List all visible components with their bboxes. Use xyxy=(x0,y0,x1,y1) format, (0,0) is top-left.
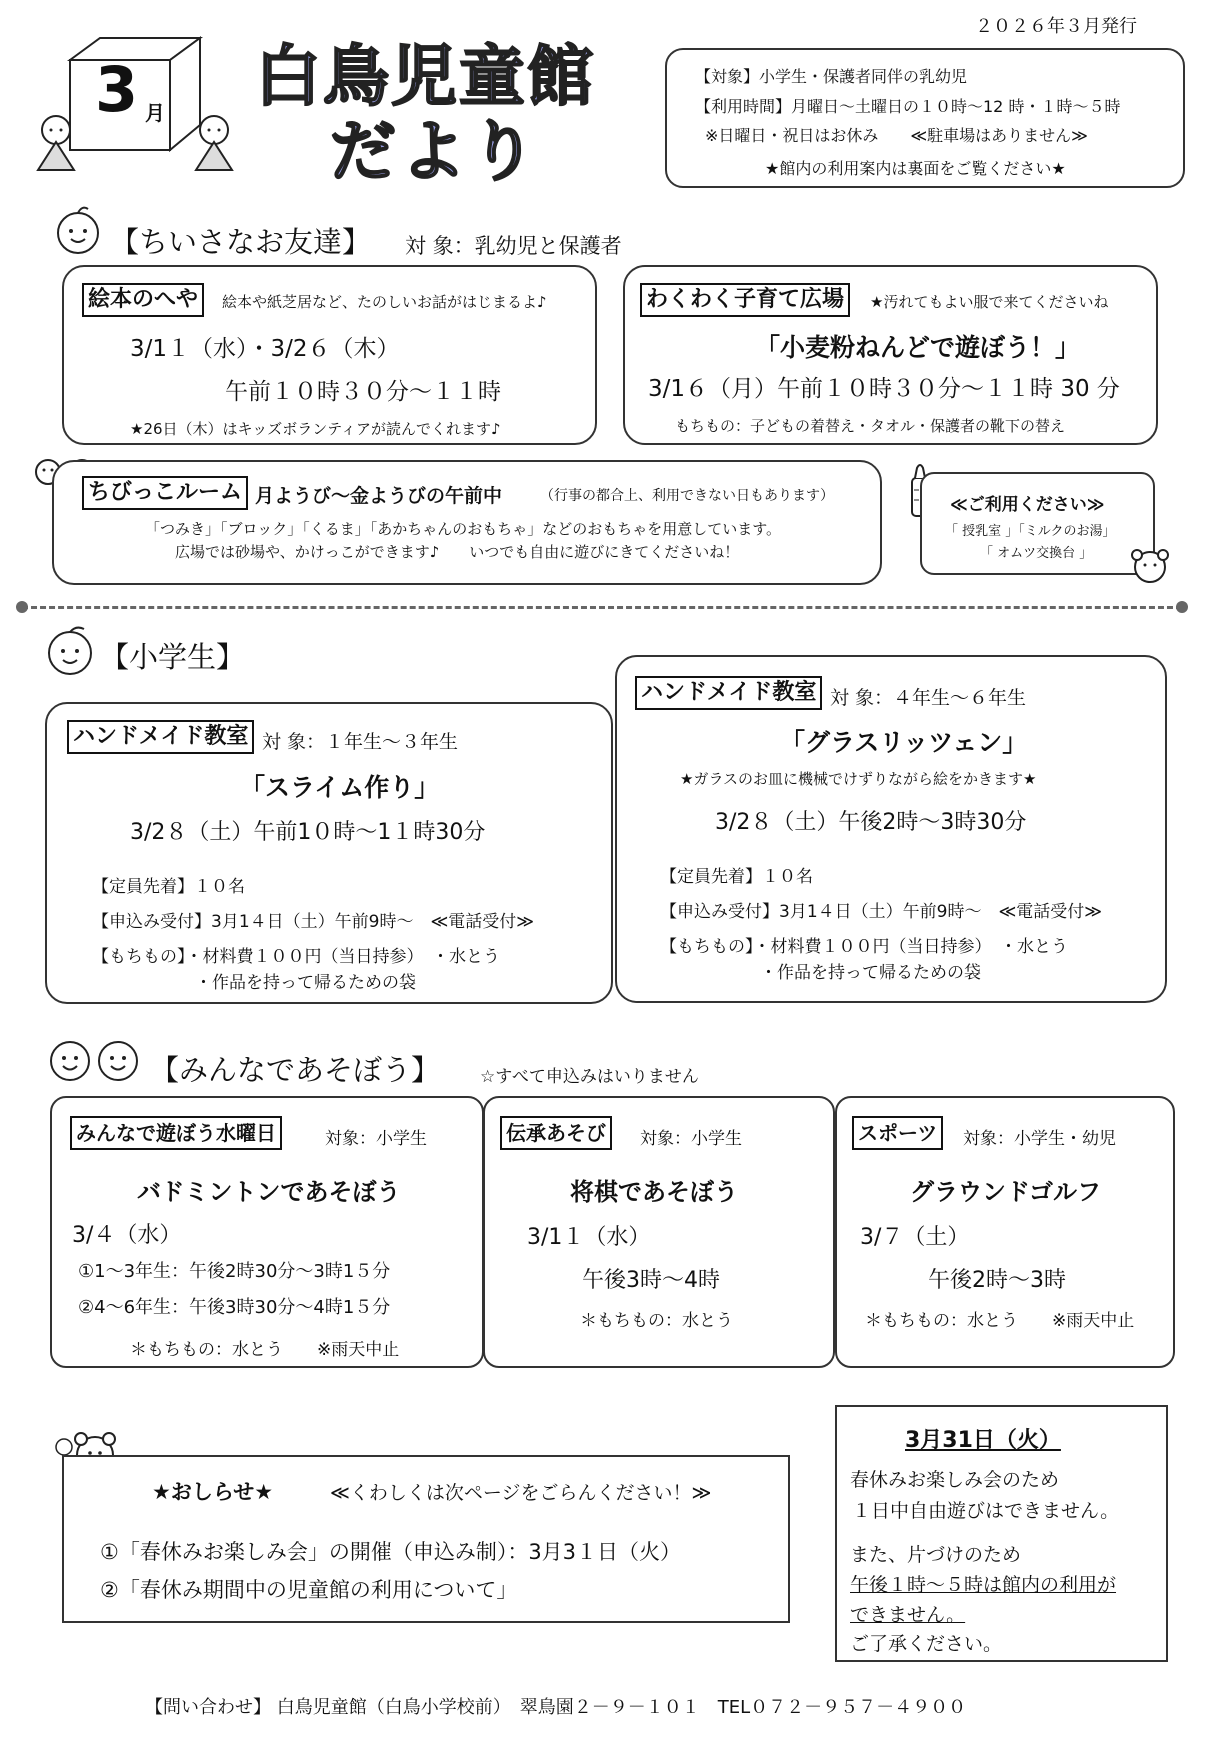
sports-time: 午後2時～3時 xyxy=(928,1268,1066,1293)
densho-title: 将棋であそぼう xyxy=(570,1178,738,1206)
handmade2-desc: ★ガラスのお皿に機械でけずりながら絵をかきます★ xyxy=(680,770,1037,788)
apple-face-icon xyxy=(52,205,104,255)
wakuwaku-items: もちもの：子どもの着替え・タオル・保護者の靴下の替え xyxy=(675,417,1066,435)
march31-line3: また、片づけのため xyxy=(850,1544,1022,1566)
sports-title: グラウンドゴルフ xyxy=(910,1178,1102,1206)
section-elem-title: 【小学生】 xyxy=(100,640,246,674)
minna-note: ＊もちもの：水とう ※雨天中止 xyxy=(130,1340,400,1360)
sports-note: ＊もちもの：水とう ※雨天中止 xyxy=(865,1311,1135,1331)
chibikko-tag: ちびっこルーム xyxy=(82,476,248,510)
densho-date: 3/1１（水） xyxy=(527,1225,651,1250)
sports-date: 3/７（土） xyxy=(860,1225,970,1250)
sports-tag: スポーツ xyxy=(852,1116,943,1150)
section-small-target: 対 象：乳幼児と保護者 xyxy=(405,234,622,258)
minna-slot1: ①1～3年生：午後2時30分～3時1５分 xyxy=(78,1261,391,1282)
densho-target: 対象：小学生 xyxy=(640,1129,742,1149)
minna-slot2: ②4～6年生：午後3時30分～4時1５分 xyxy=(78,1297,391,1318)
handmade2-datetime: 3/2８（土）午後2時～3時30分 xyxy=(715,810,1027,835)
notice-item2: ②「春休み期間中の児童館の利用について」 xyxy=(100,1578,518,1602)
handmade1-capacity: 【定員先着】１０名 xyxy=(92,877,245,897)
bear-face-icon xyxy=(1125,545,1175,585)
footer-contact: 【問い合わせ】 白鳥児童館（白鳥小学校前） 翠鳥園２－９－１０１ TEL０７２－９５７－４９００ xyxy=(145,1697,967,1718)
section-all-title: 【みんなであそぼう】 xyxy=(150,1053,441,1087)
wakuwaku-title: 「小麦粉ねんどで遊ぼう！」 xyxy=(755,333,1081,362)
march31-line5: できません。 xyxy=(850,1604,966,1626)
wakuwaku-desc: ★汚れてもよい服で来てくださいね xyxy=(870,293,1109,311)
densho-time: 午後3時～4時 xyxy=(582,1268,720,1293)
issue-date: ２０２６年３月発行 xyxy=(975,16,1137,37)
kids-faces-icon xyxy=(42,1035,147,1087)
handmade2-items2: ・作品を持って帰るための袋 xyxy=(760,963,981,983)
handmade1-title: 「スライム作り」 xyxy=(240,773,440,802)
march31-line2: １日中自由遊びはできません。 xyxy=(852,1500,1120,1522)
month-number: 3 xyxy=(95,53,139,126)
chibikko-hours: 月ようび～金ようびの午前中 xyxy=(255,485,503,507)
handmade1-tag: ハンドメイド教室 xyxy=(67,720,254,754)
notice-sub: ≪くわしくは次ページをごらんください！≫ xyxy=(330,1482,712,1504)
densho-tag: 伝承あそび xyxy=(500,1116,612,1150)
handmade1-apply: 【申込み受付】3月1４日（土）午前9時～ ≪電話受付≫ xyxy=(92,912,535,932)
handmade1-datetime: 3/2８（土）午前1０時～1１時30分 xyxy=(130,820,486,845)
march31-line4: 午後１時～５時は館内の利用が xyxy=(850,1574,1117,1596)
section-small-title: 【ちいさなお友達】 xyxy=(110,225,372,259)
masthead-title-line2: だより xyxy=(330,113,540,190)
divider-dot-right xyxy=(1176,601,1188,613)
info-target: 【対象】小学生・保護者同伴の乳幼児 xyxy=(695,67,968,86)
notice-title: ★おしらせ★ xyxy=(152,1480,274,1504)
minna-tag: みんなで遊ぼう水曜日 xyxy=(70,1116,282,1150)
hina-doll-left-icon xyxy=(30,112,82,172)
march31-title: 3月31日（火） xyxy=(905,1428,1061,1453)
march31-line6: ご了承ください。 xyxy=(850,1633,1003,1655)
handmade2-apply: 【申込み受付】3月1４日（土）午前9時～ ≪電話受付≫ xyxy=(660,902,1103,922)
facilities-title: ≪ご利用ください≫ xyxy=(950,495,1105,515)
section-divider xyxy=(22,606,1182,609)
ehon-tag: 絵本のへや xyxy=(82,283,204,317)
handmade1-items1: 【もちもの】・材料費１００円（当日持参） ・水とう xyxy=(92,947,500,967)
minna-title: バドミントンであそぼう xyxy=(137,1178,401,1206)
march31-line1: 春休みお楽しみ会のため xyxy=(850,1469,1060,1491)
handmade1-target: 対 象：１年生～３年生 xyxy=(262,731,459,753)
chibikko-line1: 「つみき」「ブロック」「くるま」「あかちゃんのおもちゃ」などのおもちゃを用意しています。 xyxy=(145,520,782,538)
hina-doll-right-icon xyxy=(188,112,240,172)
ehon-dates: 3/1１（水）・3/2６（木） xyxy=(130,336,400,362)
handmade2-title: 「グラスリッツェン」 xyxy=(780,728,1028,757)
facilities-line2: 「 オムツ交換台 」 xyxy=(980,546,1093,561)
minna-target: 対象：小学生 xyxy=(325,1129,427,1149)
minna-date: 3/４（水） xyxy=(72,1223,182,1248)
handmade1-items2: ・作品を持って帰るための袋 xyxy=(195,973,416,993)
handmade2-target: 対 象：４年生～６年生 xyxy=(830,687,1027,709)
info-back-page: ★館内の利用案内は裏面をご覧ください★ xyxy=(765,159,1066,178)
info-hours: 【利用時間】月曜日～土曜日の１０時～12 時・１時～５時 xyxy=(695,97,1121,116)
handmade2-tag: ハンドメイド教室 xyxy=(635,676,822,710)
wakuwaku-datetime: 3/1６（月）午前１０時３０分～１１時 30 分 xyxy=(648,376,1120,402)
ehon-time: 午前１０時３０分～１１時 xyxy=(225,379,501,405)
facilities-line1: 「 授乳室 」「ミルクのお湯」 xyxy=(945,524,1116,539)
chibikko-line2: 広場では砂場や、かけっこができます♪ いつでも自由に遊びにきてくださいね！ xyxy=(175,543,740,561)
month-suffix: 月 xyxy=(145,101,165,125)
ehon-desc: 絵本や紙芝居など、たのしいお話がはじまるよ♪ xyxy=(222,293,547,311)
divider-dot-left xyxy=(16,601,28,613)
wakuwaku-tag: わくわく子育て広場 xyxy=(640,283,850,317)
notice-item1: ①「春休みお楽しみ会」の開催（申込み制）：3月3１日（火） xyxy=(100,1540,682,1564)
densho-note: ＊もちもの：水とう xyxy=(580,1311,733,1331)
mikan-face-icon xyxy=(42,625,100,677)
sports-target: 対象：小学生・幼児 xyxy=(963,1129,1116,1149)
handmade2-capacity: 【定員先着】１０名 xyxy=(660,867,813,887)
handmade2-items1: 【もちもの】・材料費１００円（当日持参） ・水とう xyxy=(660,937,1068,957)
info-closed: ※日曜日・祝日はお休み ≪駐車場はありません≫ xyxy=(705,126,1088,145)
ehon-note: ★26日（木）はキッズボランティアが読んでくれます♪ xyxy=(130,420,501,438)
masthead-title-line1: 白鳥児童館 xyxy=(255,38,595,115)
section-all-note: ☆すべて申込みはいりません xyxy=(480,1067,699,1087)
chibikko-note: （行事の都合上、利用できない日もあります） xyxy=(540,488,834,504)
